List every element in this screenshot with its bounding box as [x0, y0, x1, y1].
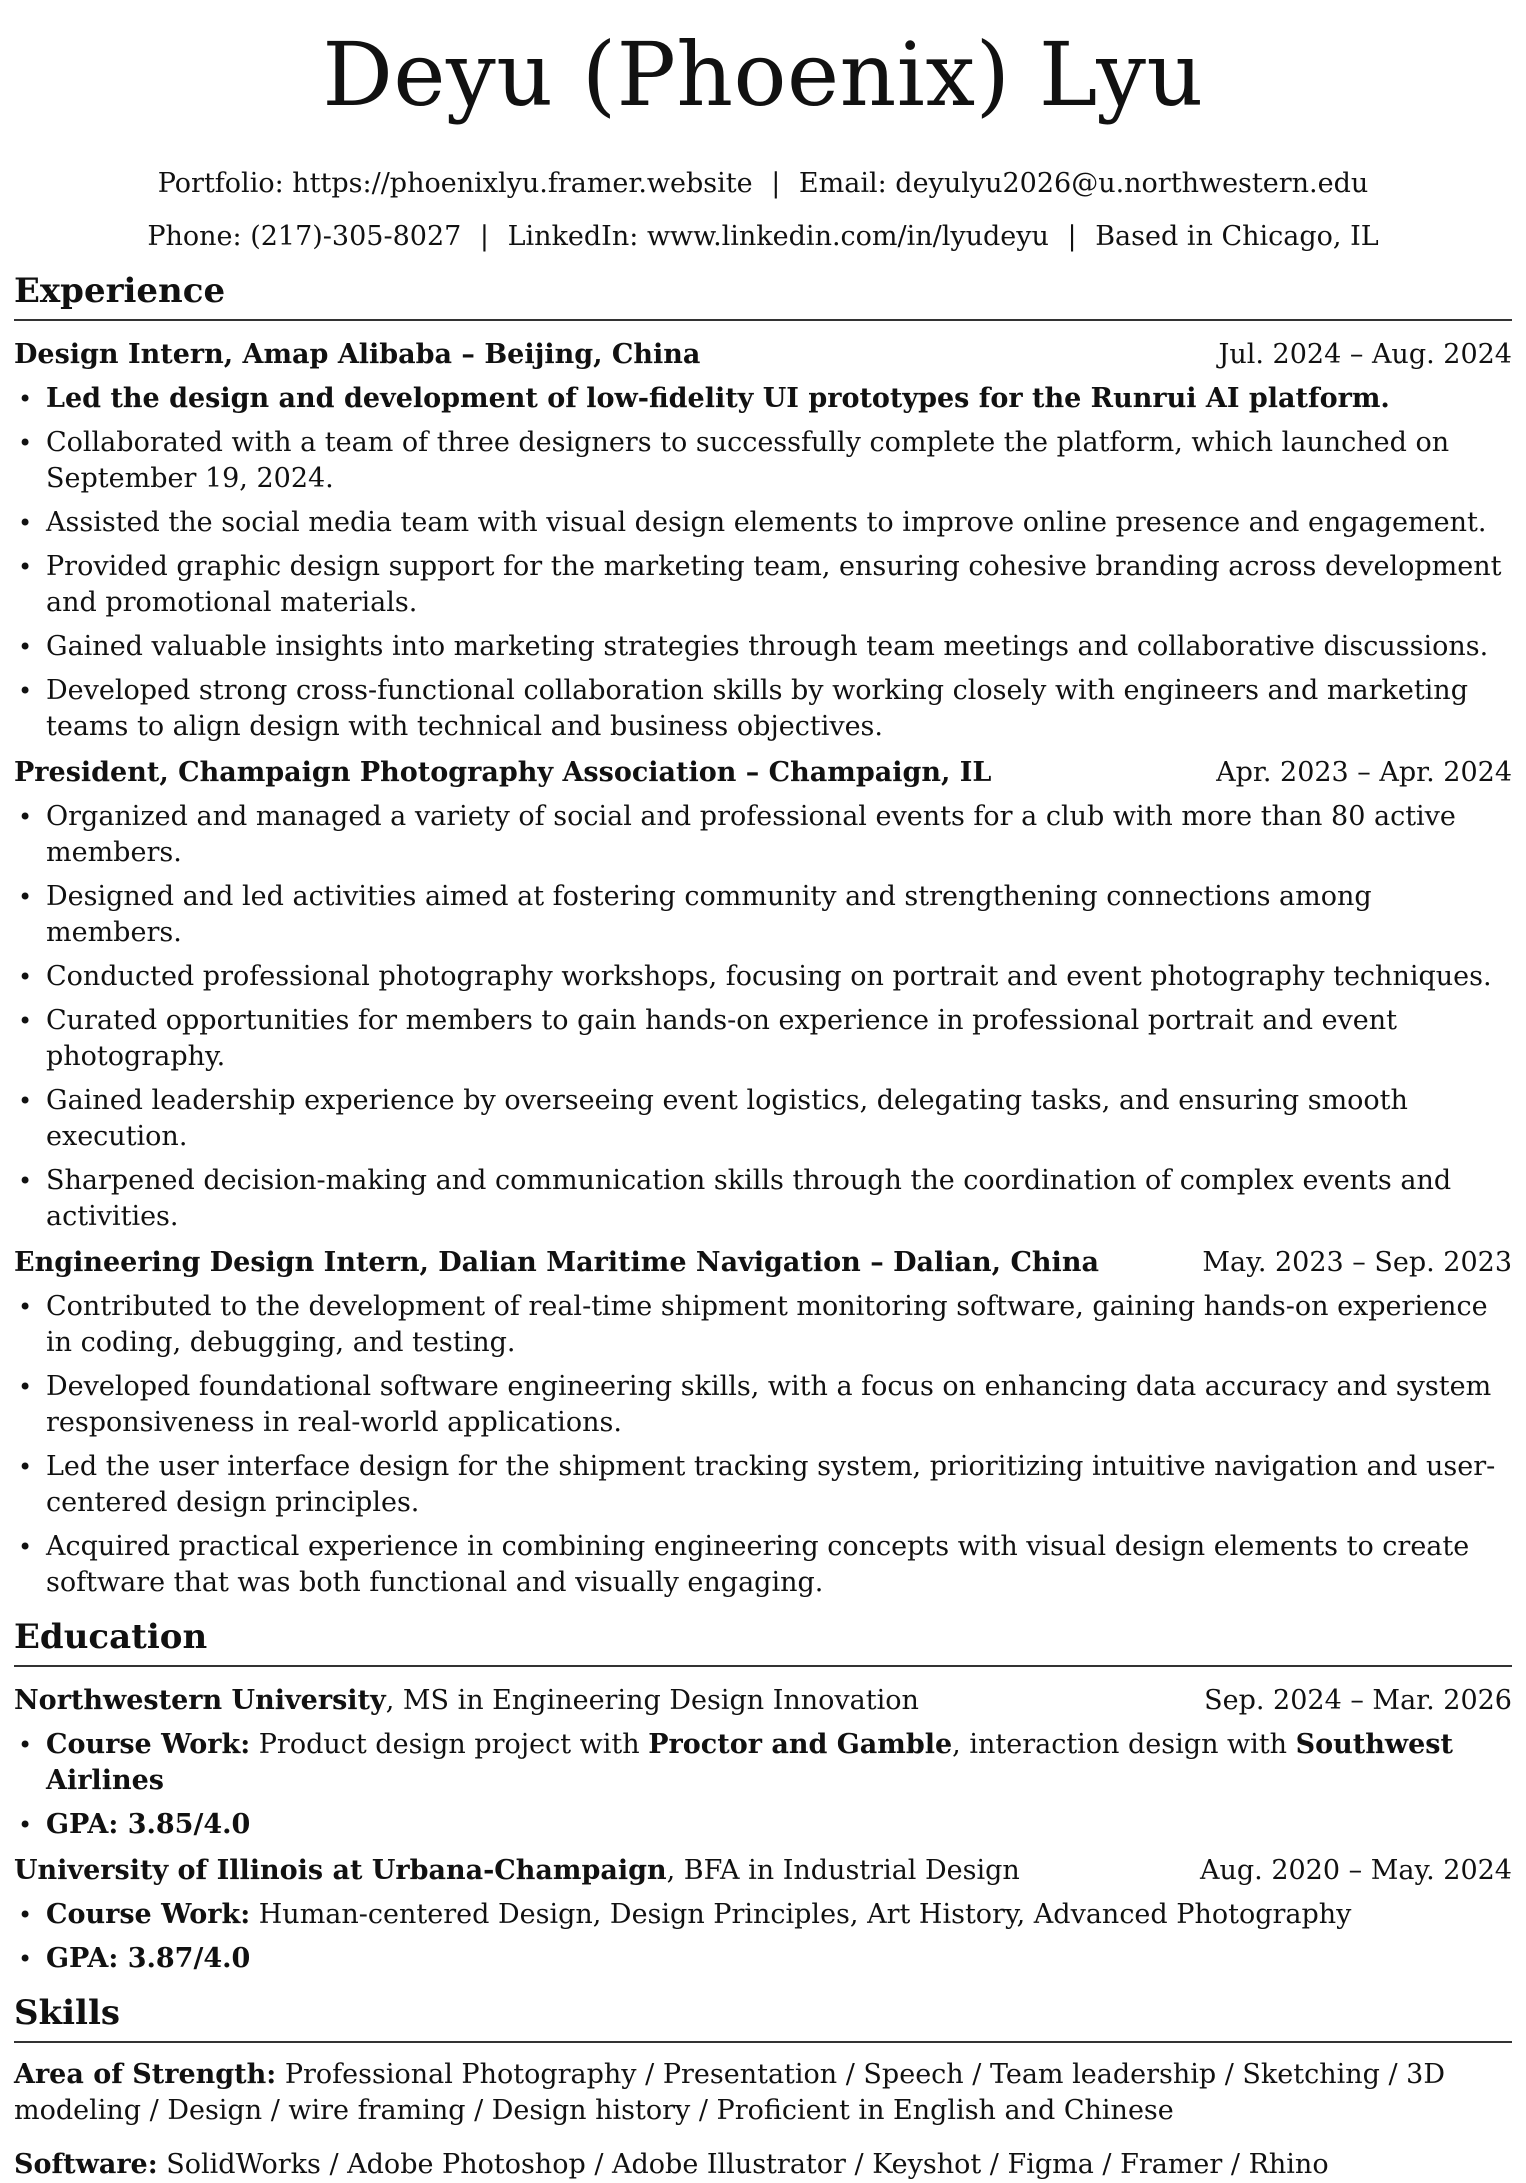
- bullet-text: Designed and led activities aimed at fostering community and strengthening connections among members.: [46, 881, 1372, 948]
- school-name: University of Illinois at Urbana-Champaign: [14, 1855, 667, 1886]
- bullet-text: Developed foundational software engineering skills, with a focus on enhancing data accuracy and system responsiveness in real-world applications.: [46, 1371, 1492, 1438]
- section-title-skills: Skills: [14, 1993, 121, 2033]
- experience-entry-header: [14, 335, 1512, 375]
- separator: |: [1067, 221, 1077, 252]
- skills-row: [14, 2057, 1512, 2129]
- experience-bullet: [14, 673, 1512, 745]
- bullet-text: Organized and managed a variety of social and professional events for a club with more than 80 active members.: [46, 801, 1456, 868]
- experience-bullet: [14, 1163, 1512, 1235]
- section-divider: [14, 1665, 1512, 1667]
- coursework-label: Course Work:: [46, 1729, 251, 1760]
- coursework-label: Course Work:: [46, 1899, 251, 1930]
- education-list: [14, 1681, 1512, 1977]
- section-title-experience: Experience: [14, 271, 226, 311]
- portfolio-label: Portfolio:: [157, 168, 284, 199]
- experience-bullet: [14, 1449, 1512, 1521]
- bullet-text: Contributed to the development of real-time shipment monitoring software, gaining hands-on experience in coding, debugging, and testing.: [46, 1291, 1488, 1358]
- skills-value: Professional Photography / Presentation / Speech / Team leadership / Sketching / 3D modeling / Design / wire framing / Design history / Proficient in English and Chinese: [14, 2059, 1446, 2126]
- coursework-detail: , interaction design with: [952, 1729, 1296, 1760]
- bullet-icon: •: [18, 1453, 33, 1481]
- degree-name: , BFA in Industrial Design: [666, 1855, 1020, 1886]
- section-divider: [14, 2041, 1512, 2043]
- degree-name: , MS in Engineering Design Innovation: [385, 1685, 919, 1716]
- coursework-item: [14, 1897, 1512, 1933]
- gpa-text: GPA: 3.87/4.0: [46, 1943, 251, 1974]
- bullet-icon: •: [18, 1811, 33, 1839]
- bullet-text: Led the design and development of low-fidelity UI prototypes for the Runrui AI platform.: [46, 383, 1390, 414]
- experience-title: President, Champaign Photography Association – Champaign, IL: [14, 757, 992, 788]
- contact-line-2: [14, 210, 1512, 263]
- bullet-icon: •: [18, 1945, 33, 1973]
- bullet-icon: •: [18, 429, 33, 457]
- coursework-detail: Human-centered Design, Design Principles, Art History, Advanced Photography: [250, 1899, 1352, 1930]
- gpa-item: [14, 1807, 1512, 1843]
- bullet-text: Developed strong cross-functional collaboration skills by working closely with engineers and marketing teams to align design with technical and business objectives.: [46, 675, 1468, 742]
- bullet-icon: •: [18, 1087, 33, 1115]
- bullet-icon: •: [18, 883, 33, 911]
- experience-bullet: [14, 549, 1512, 621]
- education-entry-header: [14, 1851, 1512, 1891]
- bullet-icon: •: [18, 1373, 33, 1401]
- bullet-icon: •: [18, 963, 33, 991]
- bullet-icon: •: [18, 1901, 33, 1929]
- experience-entry-header: [14, 753, 1512, 793]
- experience-bullet: [14, 799, 1512, 871]
- bullet-icon: •: [18, 1731, 33, 1759]
- bullet-icon: •: [18, 1167, 33, 1195]
- gpa-text: GPA: 3.85/4.0: [46, 1809, 251, 1840]
- experience-bullet: [14, 425, 1512, 497]
- portfolio-link[interactable]: https://phoenixlyu.framer.website: [292, 168, 753, 199]
- education-institution-degree: [14, 1681, 919, 1721]
- coursework-text: [46, 1899, 1351, 1930]
- linkedin-label: LinkedIn:: [507, 221, 639, 252]
- experience-bullet: [14, 629, 1512, 665]
- experience-bullet-list: [14, 799, 1512, 1235]
- contact-line-1: [14, 157, 1512, 210]
- separator: |: [479, 221, 490, 252]
- bullet-text: Assisted the social media team with visual design elements to improve online presence and engagement.: [46, 507, 1487, 538]
- bullet-text: Led the user interface design for the shipment tracking system, prioritizing intuitive navigation and user-centered design principles.: [46, 1451, 1496, 1518]
- location-text: Based in Chicago, IL: [1095, 221, 1379, 252]
- section-divider: [14, 319, 1512, 321]
- linkedin-link[interactable]: www.linkedin.com/in/lyudeyu: [646, 221, 1049, 252]
- education-bullet-list: [14, 1727, 1512, 1843]
- education-dates: Sep. 2024 – Mar. 2026: [1204, 1685, 1512, 1716]
- bullet-icon: •: [18, 1293, 33, 1321]
- education-dates: Aug. 2020 – May. 2024: [1199, 1855, 1512, 1886]
- bullet-icon: •: [18, 1533, 33, 1561]
- skills-label: Area of Strength:: [14, 2059, 277, 2090]
- resume-name: Deyu (Phoenix) Lyu: [322, 23, 1204, 126]
- bullet-text: Sharpened decision-making and communication skills through the coordination of complex events and activities.: [46, 1165, 1452, 1232]
- bullet-text: Provided graphic design support for the marketing team, ensuring cohesive branding across development and promotional materials.: [46, 551, 1502, 618]
- skills-value: SolidWorks / Adobe Photoshop / Adobe Illustrator / Keyshot / Figma / Framer / Rhino: [157, 2149, 1329, 2180]
- school-name: Northwestern University: [14, 1685, 386, 1716]
- phone-value: (217)-305-8027: [250, 221, 462, 252]
- separator: |: [771, 168, 781, 199]
- experience-bullet: [14, 505, 1512, 541]
- bullet-text: Acquired practical experience in combining engineering concepts with visual design elements to create software that was both functional and visually engaging.: [46, 1531, 1470, 1598]
- skills-label: Software:: [14, 2149, 158, 2180]
- education-entry-header: [14, 1681, 1512, 1721]
- experience-bullet: [14, 1003, 1512, 1075]
- phone-label: Phone:: [147, 221, 242, 252]
- bullet-icon: •: [18, 633, 33, 661]
- email-label: Email:: [798, 168, 887, 199]
- experience-title: Design Intern, Amap Alibaba – Beijing, China: [14, 339, 701, 370]
- experience-title: Engineering Design Intern, Dalian Maritime Navigation – Dalian, China: [14, 1247, 1099, 1278]
- bullet-icon: •: [18, 1007, 33, 1035]
- email-link[interactable]: deyulyu2026@u.northwestern.edu: [895, 168, 1369, 199]
- experience-bullet: [14, 959, 1512, 995]
- experience-dates: May. 2023 – Sep. 2023: [1202, 1247, 1512, 1278]
- bullet-text: Conducted professional photography workshops, focusing on portrait and event photography techniques.: [46, 961, 1492, 992]
- bullet-icon: •: [18, 385, 33, 413]
- coursework-item: [14, 1727, 1512, 1799]
- bullet-text: Gained valuable insights into marketing strategies through team meetings and collaborative discussions.: [46, 631, 1489, 662]
- gpa-item: [14, 1941, 1512, 1977]
- experience-bullet: [14, 879, 1512, 951]
- experience-dates: Jul. 2024 – Aug. 2024: [1218, 339, 1512, 370]
- experience-bullet: [14, 1529, 1512, 1601]
- coursework-partner: Southwest Airlines: [46, 1729, 1453, 1796]
- experience-bullet: [14, 381, 1512, 417]
- experience-bullet: [14, 1289, 1512, 1361]
- experience-list: [14, 335, 1512, 1601]
- bullet-text: Gained leadership experience by overseeing event logistics, delegating tasks, and ensuring smooth execution.: [46, 1085, 1408, 1152]
- bullet-icon: •: [18, 677, 33, 705]
- experience-bullet: [14, 1083, 1512, 1155]
- experience-bullet: [14, 1369, 1512, 1441]
- experience-entry-header: [14, 1243, 1512, 1283]
- bullet-icon: •: [18, 509, 33, 537]
- bullet-icon: •: [18, 803, 33, 831]
- experience-bullet-list: [14, 381, 1512, 745]
- skills-row: [14, 2147, 1512, 2183]
- education-bullet-list: [14, 1897, 1512, 1977]
- coursework-detail: Product design project with: [250, 1729, 649, 1760]
- coursework-partner: Proctor and Gamble: [648, 1729, 953, 1760]
- skills-list: [14, 2057, 1512, 2183]
- bullet-text: Curated opportunities for members to gain hands-on experience in professional portrait and event photography.: [46, 1005, 1398, 1072]
- section-title-education: Education: [14, 1617, 208, 1657]
- bullet-icon: •: [18, 553, 33, 581]
- experience-bullet-list: [14, 1289, 1512, 1601]
- experience-dates: Apr. 2023 – Apr. 2024: [1216, 757, 1512, 788]
- bullet-text: Collaborated with a team of three designers to successfully complete the platform, which launched on September 19, 2024.: [46, 427, 1450, 494]
- coursework-text: [46, 1729, 1453, 1796]
- education-institution-degree: [14, 1851, 1020, 1891]
